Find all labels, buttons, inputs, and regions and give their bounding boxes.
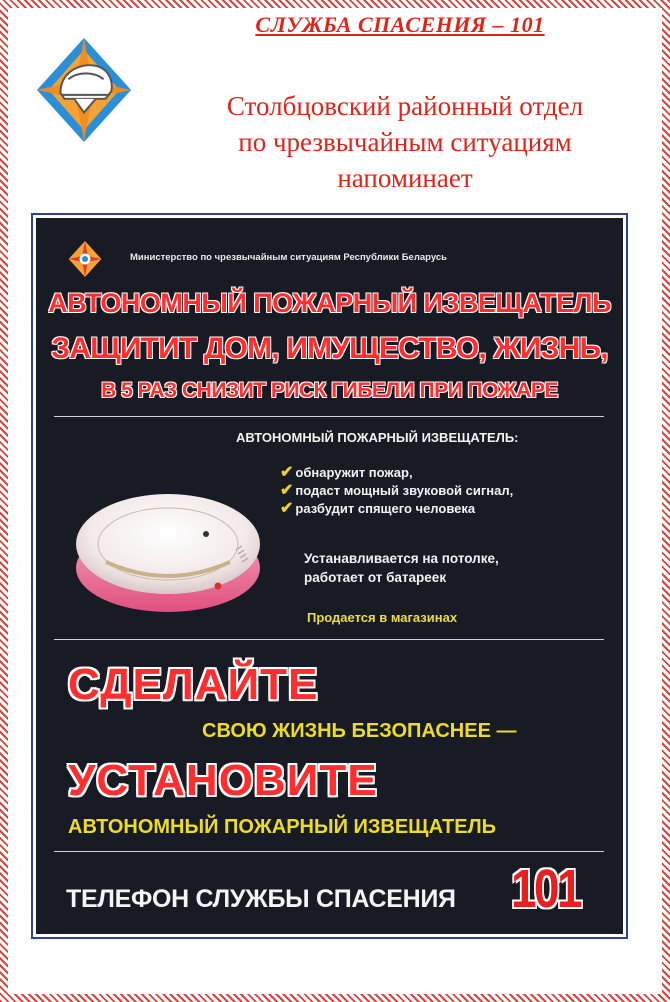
checkmark-icon: ✔: [280, 482, 294, 499]
notice-line: Столбцовский районный отдел: [226, 91, 584, 121]
feature-item: [280, 500, 513, 518]
mchs-emblem-icon: [35, 36, 133, 144]
install-line: Устанавливается на потолке,: [304, 551, 499, 566]
checkmark-icon: ✔: [280, 464, 294, 481]
notice-line: напоминает: [337, 163, 473, 193]
feature-list: [280, 464, 513, 518]
feature-item: [280, 464, 513, 482]
divider: [54, 639, 604, 640]
rescue-phone-number: 101: [511, 859, 580, 919]
feature-text: обнаружит пожар,: [295, 465, 413, 480]
smoke-detector-image: [66, 450, 271, 620]
smoke-detector-poster: [36, 218, 623, 934]
feature-item: [280, 482, 513, 500]
feature-text: разбудит спящего человека: [295, 501, 476, 516]
checkmark-icon: ✔: [280, 500, 294, 517]
safer-life-text: СВОЮ ЖИЗНЬ БЕЗОПАСНЕЕ —: [202, 720, 517, 742]
divider: [54, 851, 604, 852]
ministry-name: Министерство по чрезвычайным ситуациям Республики Беларусь: [130, 252, 447, 263]
detector-heading: АВТОНОМНЫЙ ПОЖАРНЫЙ ИЗВЕЩАТЕЛЬ:: [236, 430, 519, 445]
headline-line: АВТОНОМНЫЙ ПОЖАРНЫЙ ИЗВЕЩАТЕЛЬ: [48, 288, 611, 318]
district-notice: [150, 88, 660, 196]
divider: [54, 416, 604, 417]
install-info: [304, 549, 499, 587]
headline-line: В 5 РАЗ СНИЗИТ РИСК ГИБЕЛИ ПРИ ПОЖАРЕ: [101, 379, 558, 402]
install-line: работает от батареек: [304, 570, 447, 585]
sold-in-stores: Продается в магазинах: [307, 610, 458, 625]
rescue-phone-label: ТЕЛЕФОН СЛУЖБЫ СПАСЕНИЯ: [66, 885, 456, 913]
call-to-action-do: СДЕЛАЙТЕ: [68, 660, 319, 709]
notice-line: по чрезвычайным ситуациям: [238, 127, 572, 157]
call-to-action-install: УСТАНОВИТЕ: [68, 756, 378, 805]
service-title: СЛУЖБА СПАСЕНИЯ – 101: [255, 12, 545, 37]
feature-text: подаст мощный звуковой сигнал,: [295, 483, 514, 498]
headline-line: ЗАЩИТИТ ДОМ, ИМУЩЕСТВО, ЖИЗНЬ,: [51, 332, 608, 365]
detector-name-text: АВТОНОМНЫЙ ПОЖАРНЫЙ ИЗВЕЩАТЕЛЬ: [68, 816, 496, 838]
mchs-emblem-icon: [68, 240, 102, 278]
